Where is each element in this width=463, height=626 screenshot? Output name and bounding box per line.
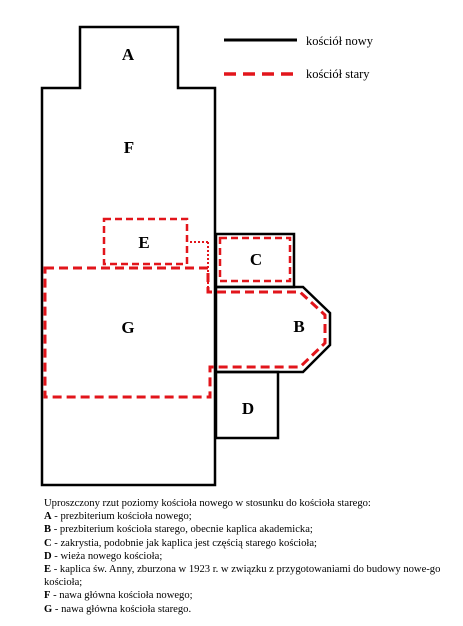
caption-item: [44, 563, 452, 589]
caption-item: [44, 589, 452, 602]
caption-key: D: [44, 550, 52, 562]
new-church-main-outline: [42, 27, 215, 485]
caption-key: C: [44, 537, 52, 549]
caption-item: [44, 523, 452, 536]
label-c: C: [249, 250, 263, 269]
caption-key: F: [44, 590, 51, 602]
label-a: A: [121, 45, 135, 64]
caption-key: A: [44, 511, 52, 523]
caption-text: - nawa główna kościoła nowego;: [50, 590, 193, 602]
caption-item: [44, 510, 452, 523]
caption-text: - prezbiterium kościoła nowego;: [51, 511, 192, 523]
caption-item: [44, 603, 452, 616]
legend: [224, 34, 374, 81]
caption-text: - nawa główna kościoła starego.: [52, 603, 192, 615]
label-f: F: [123, 138, 135, 157]
caption: [44, 497, 452, 616]
legend-new-church-label: kościół nowy: [306, 34, 374, 48]
label-e: E: [138, 233, 150, 252]
caption-text: - wieża nowego kościoła;: [51, 550, 163, 562]
caption-text: - zakrystia, podobnie jak kaplica jest częścią starego kościoła;: [51, 537, 317, 549]
label-d: D: [241, 399, 255, 418]
caption-key: E: [44, 564, 52, 576]
new-church-chapel-outline: [216, 287, 330, 372]
caption-title: Uproszczony rzut poziomy kościoła nowego w stosunku do kościoła starego:: [44, 498, 371, 509]
caption-text: - prezbiterium kościoła starego, obecnie kaplica akademicka;: [51, 524, 313, 536]
legend-old-church-label: kościół stary: [306, 67, 370, 81]
caption-text: - kaplica św. Anny, zburzona w 1923 r. w związku z przygotowaniami do budowy nowe-go kościoła;: [44, 564, 441, 589]
caption-item: [44, 537, 452, 550]
label-g: G: [121, 318, 135, 337]
caption-key: B: [44, 524, 52, 536]
caption-key: G: [44, 603, 53, 615]
label-b: B: [293, 317, 305, 336]
caption-item: [44, 550, 452, 563]
